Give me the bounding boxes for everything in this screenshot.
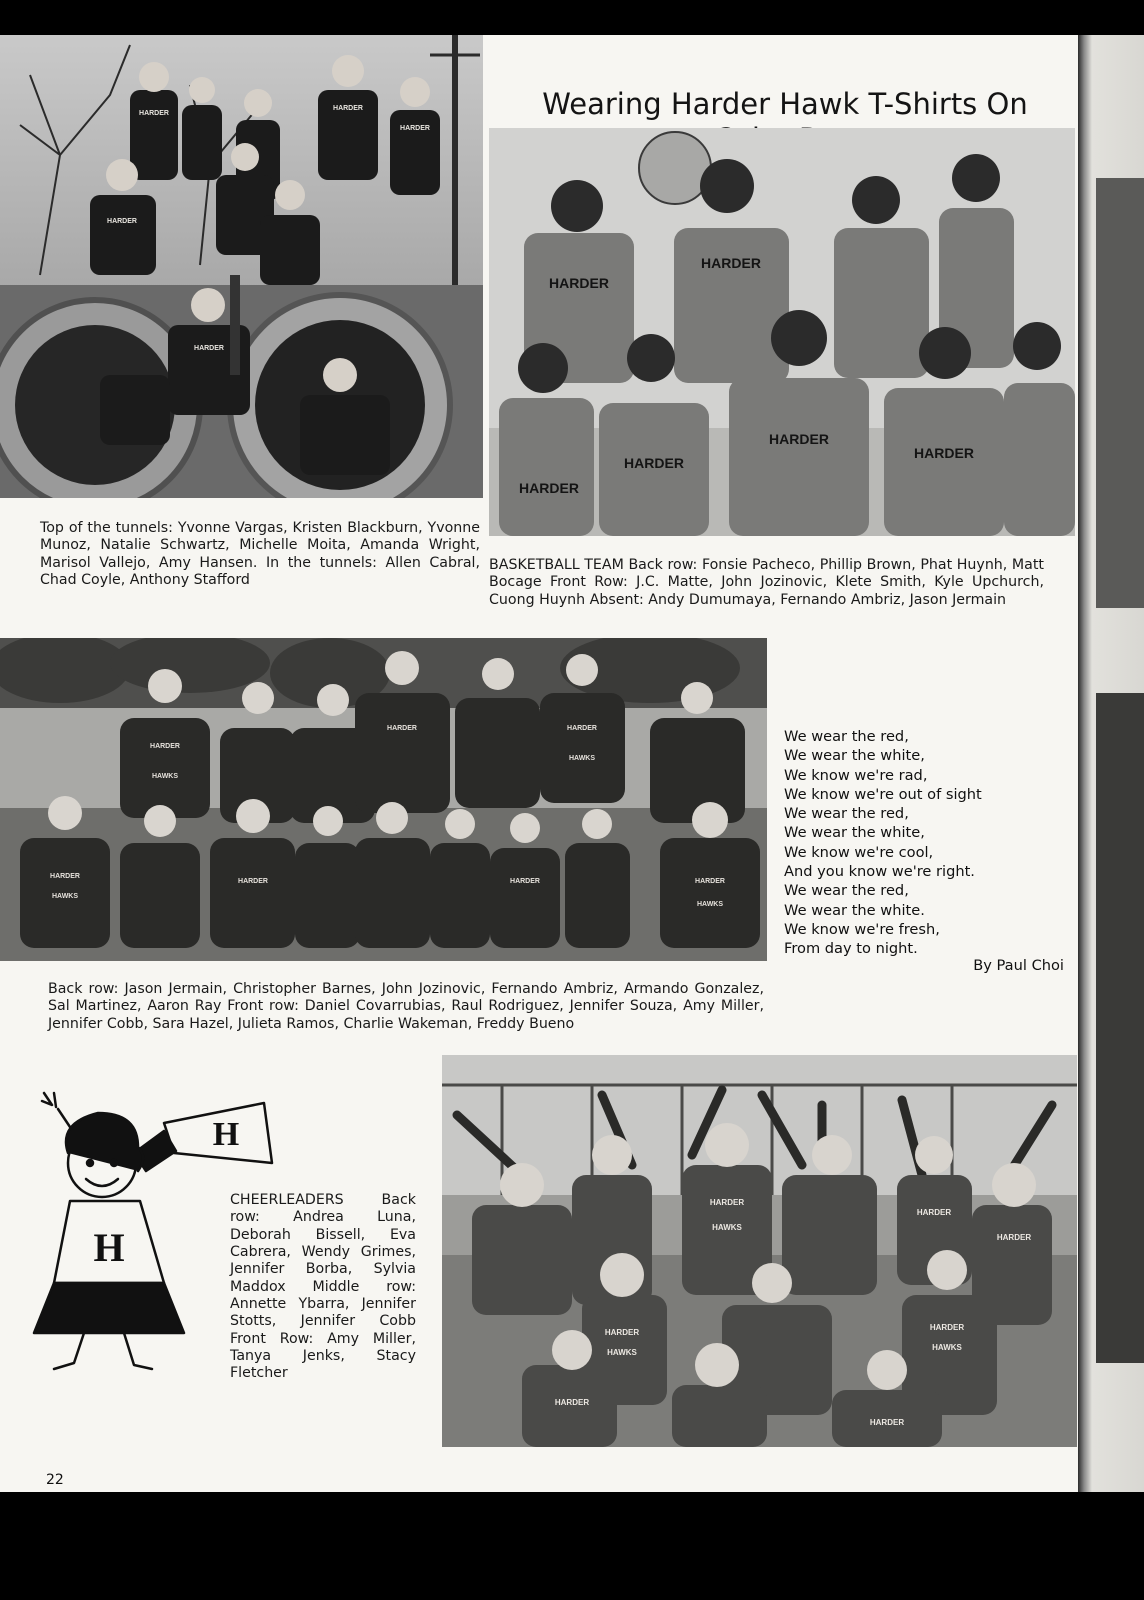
photo-cheerleaders [442, 1055, 1077, 1447]
poem-byline: By Paul Choi [973, 957, 1064, 974]
page-number: 22 [46, 1472, 64, 1488]
svg-text:HARDER: HARDER [869, 1418, 905, 1427]
photo-group [0, 638, 767, 961]
poem-line: We wear the white, [784, 747, 925, 765]
poem-line: We wear the red, [784, 882, 909, 900]
svg-text:HARDER: HARDER [567, 725, 597, 732]
poem-line: We know we're rad, [784, 766, 928, 784]
caption-group: Back row: Jason Jermain, Christopher Barnes, John Jozinovic, Fernando Ambriz, Armando Gonzalez, Sal Martinez, Aaron Ray Front row: Daniel Covarrubias, Raul Rodriguez, Jennifer Souza, Amy Miller, Jennifer Cobb, Sara Hazel, Julieta Ramos, Charlie Wakeman, Freddy Bueno [48, 981, 764, 1032]
svg-text:HARDER: HARDER [624, 455, 684, 471]
svg-text:HARDER: HARDER [929, 1323, 965, 1332]
caption-basketball-team: BASKETBALL TEAM Back row: Fonsie Pacheco, Phillip Brown, Phat Huynh, Matt Bocage Front Row: J.C. Matte, John Jozinovic, Klete Smith, Kyle Upchurch, Cuong Huynh Absent: Andy Dumumaya, Fernando Ambriz, Jason Jermain [489, 557, 1044, 608]
poem-line: And you know we're right. [784, 863, 975, 881]
svg-text:HARDER: HARDER [107, 218, 137, 225]
svg-text:HARDER: HARDER [701, 255, 761, 271]
svg-text:HARDER: HARDER [549, 275, 609, 291]
poem-line: From day to night. [784, 940, 918, 958]
svg-text:HARDER: HARDER [400, 125, 430, 132]
adjacent-photo [1096, 693, 1144, 1363]
caption-cheerleaders: CHEERLEADERS Back row: Andrea Luna, Deborah Bissell, Eva Cabrera, Wendy Grimes, Jennifer Borba, Sylvia Maddox Middle row: Annette Ybarra, Jennifer Stotts, Jennifer Cobb Front Row: Amy Miller, Tanya Jenks, Stacy Fletcher [230, 1192, 416, 1382]
svg-text:HAWKS: HAWKS [568, 755, 596, 762]
svg-text:HARDER: HARDER [387, 725, 417, 732]
poem-line: We wear the white, [784, 824, 925, 842]
poem-line: We know we're out of sight [784, 785, 982, 803]
svg-text:HAWKS: HAWKS [607, 1348, 637, 1357]
poem-line: We wear the white. [784, 901, 925, 919]
svg-text:HARDER: HARDER [150, 743, 180, 750]
svg-text:HAWKS: HAWKS [696, 901, 724, 908]
svg-text:HARDER: HARDER [238, 878, 268, 885]
svg-text:HARDER: HARDER [554, 1398, 590, 1407]
svg-text:HAWKS: HAWKS [151, 773, 179, 780]
svg-text:HARDER: HARDER [194, 345, 224, 352]
page-headline: Wearing Harder Hawk T-Shirts On [542, 87, 1028, 121]
adjacent-page-edge [1078, 35, 1144, 1492]
svg-text:HAWKS: HAWKS [932, 1343, 962, 1352]
poem-line: We wear the red, [784, 805, 909, 823]
svg-text:HARDER: HARDER [510, 878, 540, 885]
svg-text:HARDER: HARDER [769, 431, 829, 447]
svg-text:HARDER: HARDER [139, 110, 169, 117]
poem [784, 727, 1074, 959]
megaphone-letter: H [212, 1116, 240, 1153]
svg-text:HARDER: HARDER [996, 1233, 1032, 1242]
adjacent-photo [1096, 178, 1144, 608]
svg-text:HARDER: HARDER [333, 105, 363, 112]
photo-tunnels [0, 35, 483, 498]
yearbook-page [0, 35, 1080, 1492]
poem-line: We know we're fresh, [784, 920, 940, 938]
sweater-letter: H [93, 1225, 125, 1270]
svg-text:HAWKS: HAWKS [51, 893, 79, 900]
svg-text:HARDER: HARDER [709, 1198, 745, 1207]
photo-basketball-team [489, 128, 1075, 536]
poem-line: We know we're cool, [784, 843, 934, 861]
caption-tunnels: Top of the tunnels: Yvonne Vargas, Kristen Blackburn, Yvonne Munoz, Natalie Schwartz, Michelle Moita, Amanda Wright, Marisol Vallejo, Amy Hansen. In the tunnels: Allen Cabral, Chad Coyle, Anthony Stafford [40, 520, 480, 588]
svg-text:HAWKS: HAWKS [712, 1223, 742, 1232]
svg-text:HARDER: HARDER [604, 1328, 640, 1337]
svg-text:HARDER: HARDER [914, 445, 974, 461]
svg-text:HARDER: HARDER [916, 1208, 952, 1217]
svg-text:HARDER: HARDER [50, 873, 80, 880]
svg-text:HARDER: HARDER [519, 480, 579, 496]
poem-line: We wear the red, [784, 728, 909, 745]
svg-text:HARDER: HARDER [695, 878, 725, 885]
